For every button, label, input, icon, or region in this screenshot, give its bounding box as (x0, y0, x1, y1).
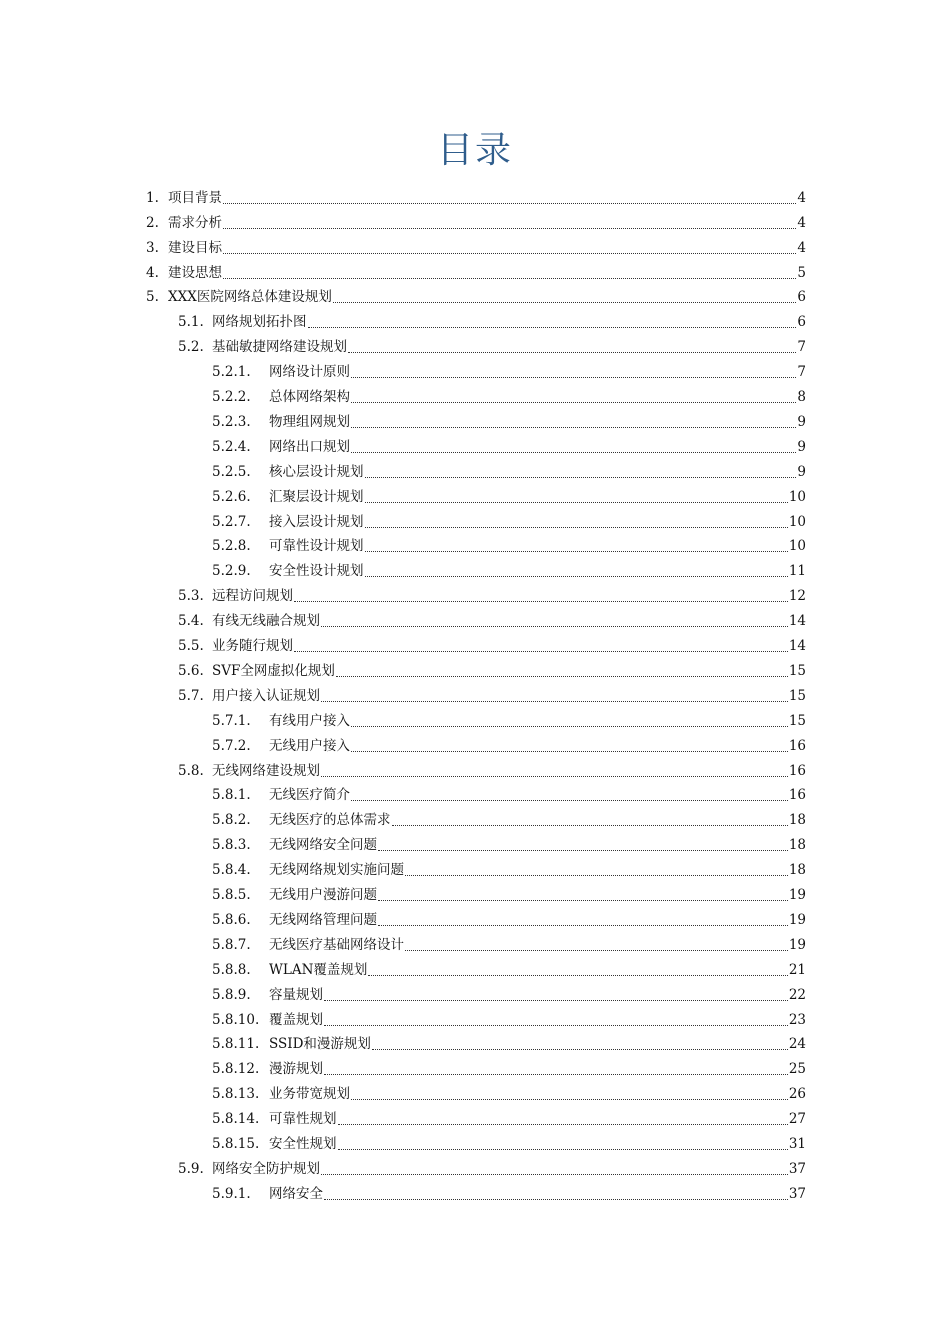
toc-entry[interactable] (212, 1029, 806, 1054)
toc-entry-label: 用户接入认证规划 (212, 687, 320, 704)
toc-entry-number: 5.2.3. (212, 413, 251, 430)
toc-entry[interactable] (212, 531, 806, 556)
toc-entry[interactable] (212, 929, 806, 954)
toc-entry-label: 无线网络安全问题 (269, 837, 377, 854)
toc-entry-page-number: 8 (797, 389, 806, 406)
toc-dot-leader (351, 1097, 788, 1100)
toc-entry-number: 5.2.9. (212, 563, 251, 580)
toc-entry-page-number: 18 (788, 837, 806, 854)
toc-entry-label: 容量规划 (269, 986, 323, 1003)
toc-dot-leader (324, 998, 788, 1001)
toc-dot-leader (365, 525, 788, 528)
toc-dot-leader (308, 325, 797, 328)
toc-entry-label: 无线医疗基础网络设计 (269, 936, 404, 953)
toc-entry-number: 5.8.5. (212, 887, 251, 904)
toc-entry[interactable] (212, 506, 806, 531)
toc-entry-label: 建设思想 (168, 264, 222, 281)
toc-dot-leader (372, 1047, 788, 1050)
toc-dot-leader (365, 475, 797, 478)
toc-entry-page-number: 18 (788, 812, 806, 829)
toc-dot-leader (223, 276, 796, 279)
toc-entry[interactable] (212, 1078, 806, 1103)
toc-entry-number: 5.9. (178, 1160, 204, 1177)
toc-entry-page-number: 9 (797, 413, 806, 430)
toc-entry-page-number: 37 (788, 1160, 806, 1177)
toc-entry[interactable] (212, 481, 806, 506)
toc-entry-number: 5.2.1. (212, 364, 251, 381)
toc-dot-leader (351, 724, 788, 727)
toc-entry-label: 网络安全 (269, 1185, 323, 1202)
toc-entry[interactable] (212, 1004, 806, 1029)
toc-entry-page-number: 5 (797, 264, 806, 281)
toc-entry[interactable] (212, 904, 806, 929)
toc-entry[interactable] (178, 307, 806, 332)
toc-entry[interactable] (212, 456, 806, 481)
toc-dot-leader (348, 350, 796, 353)
toc-entry[interactable] (212, 1128, 806, 1153)
toc-entry[interactable] (178, 580, 806, 605)
toc-entry[interactable] (146, 257, 806, 282)
toc-entry-number: 5.2.5. (212, 463, 251, 480)
toc-dot-leader (321, 1172, 788, 1175)
toc-entry-number: 5.8.9. (212, 986, 251, 1003)
toc-entry-number: 5.2.6. (212, 488, 251, 505)
toc-entry-page-number: 18 (788, 862, 806, 879)
toc-entry-label: 无线网络规划实施问题 (269, 862, 404, 879)
toc-entry-label: 接入层设计规划 (269, 513, 364, 530)
toc-entry-label: 网络安全防护规划 (212, 1160, 320, 1177)
toc-dot-leader (365, 574, 788, 577)
toc-entry[interactable] (212, 556, 806, 581)
toc-dot-leader (351, 450, 796, 453)
toc-entry-label: 安全性设计规划 (269, 563, 364, 580)
toc-entry[interactable] (212, 1054, 806, 1079)
toc-entry-page-number: 10 (788, 488, 806, 505)
toc-entry-number: 5.2.8. (212, 538, 251, 555)
toc-entry-number: 5.4. (178, 613, 204, 630)
toc-entry-label: 有线无线融合规划 (212, 613, 320, 630)
toc-entry-page-number: 22 (788, 986, 806, 1003)
toc-entry-label: 需求分析 (168, 214, 222, 231)
toc-entry-page-number: 19 (788, 936, 806, 953)
toc-entry-number: 5.8.10. (212, 1011, 260, 1028)
toc-entry-number: 5.8.11. (212, 1036, 260, 1053)
toc-entry-page-number: 10 (788, 538, 806, 555)
toc-entry-label: 基础敏捷网络建设规划 (212, 339, 347, 356)
toc-entry-page-number: 15 (788, 712, 806, 729)
toc-entry[interactable] (212, 879, 806, 904)
toc-entry-number: 4. (146, 264, 159, 281)
toc-entry-number: 5.8.6. (212, 911, 251, 928)
toc-entry[interactable] (146, 207, 806, 232)
toc-entry-label: 无线用户漫游问题 (269, 887, 377, 904)
toc-entry-label: 无线用户接入 (269, 737, 350, 754)
toc-entry[interactable] (212, 954, 806, 979)
toc-entry[interactable] (212, 356, 806, 381)
toc-entry-number: 5.8.12. (212, 1061, 260, 1078)
toc-entry-number: 5.8.15. (212, 1136, 260, 1153)
toc-entry-page-number: 21 (788, 961, 806, 978)
toc-dot-leader (405, 948, 788, 951)
toc-dot-leader (351, 400, 796, 403)
toc-entry-page-number: 14 (788, 613, 806, 630)
toc-entry[interactable] (212, 829, 806, 854)
toc-dot-leader (223, 201, 796, 204)
toc-entry[interactable] (178, 680, 806, 705)
toc-entry[interactable] (212, 780, 806, 805)
toc-dot-leader (338, 1147, 788, 1150)
toc-entry-label: WLAN覆盖规划 (269, 961, 368, 978)
toc-title: 目录 (436, 130, 513, 171)
toc-entry[interactable] (178, 630, 806, 655)
toc-entry-number: 5.5. (178, 638, 204, 655)
toc-entry-label: 安全性规划 (269, 1136, 337, 1153)
toc-entry-page-number: 7 (797, 339, 806, 356)
toc-entry[interactable] (212, 979, 806, 1004)
toc-dot-leader (294, 649, 788, 652)
toc-entry[interactable] (146, 182, 806, 207)
toc-entry-page-number: 16 (788, 737, 806, 754)
toc-entry-number: 5.8. (178, 762, 204, 779)
toc-dot-leader (351, 425, 796, 428)
toc-entry-number: 5.7.2. (212, 737, 251, 754)
toc-dot-leader (378, 923, 788, 926)
toc-entry-number: 5.8.4. (212, 862, 251, 879)
toc-entry-number: 5.1. (178, 314, 204, 331)
toc-entry[interactable] (212, 705, 806, 730)
toc-entry-page-number: 25 (788, 1061, 806, 1078)
toc-entry-page-number: 11 (788, 563, 806, 580)
toc-entry-number: 5.7. (178, 687, 204, 704)
toc-entry-number: 5.8.1. (212, 787, 251, 804)
toc-entry-page-number: 15 (788, 687, 806, 704)
toc-dot-leader (324, 1072, 788, 1075)
toc-entry-label: 项目背景 (168, 189, 222, 206)
toc-entry-label: 汇聚层设计规划 (269, 488, 364, 505)
toc-entry-page-number: 7 (797, 364, 806, 381)
toc-entry-page-number: 37 (788, 1185, 806, 1202)
toc-entry-page-number: 23 (788, 1011, 806, 1028)
toc-entry-number: 5.2.7. (212, 513, 251, 530)
toc-entry-page-number: 15 (788, 662, 806, 679)
toc-entry-number: 5.8.3. (212, 837, 251, 854)
toc-dot-leader (351, 798, 788, 801)
toc-entry-label: 总体网络架构 (269, 389, 350, 406)
toc-entry-label: 无线医疗简介 (269, 787, 350, 804)
toc-entry-label: 网络设计原则 (269, 364, 350, 381)
toc-entry[interactable] (212, 1103, 806, 1128)
toc-entry-label: 可靠性规划 (269, 1111, 337, 1128)
toc-entry-page-number: 24 (788, 1036, 806, 1053)
toc-entry[interactable] (212, 854, 806, 879)
toc-entry-label: 有线用户接入 (269, 712, 350, 729)
toc-dot-leader (321, 624, 788, 627)
toc-dot-leader (351, 749, 788, 752)
toc-entry-label: SVF全网虚拟化规划 (212, 662, 335, 679)
toc-entry-number: 5.2.4. (212, 438, 251, 455)
toc-entry-page-number: 4 (797, 214, 806, 231)
toc-entry-page-number: 16 (788, 762, 806, 779)
toc-dot-leader (321, 774, 788, 777)
toc-entry-number: 5.8.2. (212, 812, 251, 829)
toc-dot-leader (336, 674, 788, 677)
toc-entry-page-number: 10 (788, 513, 806, 530)
toc-entry-number: 3. (146, 239, 159, 256)
toc-dot-leader (324, 1197, 788, 1200)
toc-dot-leader (365, 549, 788, 552)
toc-entry[interactable] (212, 730, 806, 755)
toc-entry[interactable] (178, 1153, 806, 1178)
toc-entry-label: 物理组网规划 (269, 413, 350, 430)
toc-dot-leader (338, 1122, 788, 1125)
toc-entry[interactable] (178, 605, 806, 630)
toc-entry[interactable] (178, 755, 806, 780)
toc-entry-page-number: 4 (797, 239, 806, 256)
toc-entry-label: SSID和漫游规划 (269, 1036, 371, 1053)
toc-entry-page-number: 27 (788, 1111, 806, 1128)
toc-entry-number: 5.8.7. (212, 936, 251, 953)
toc-dot-leader (365, 500, 788, 503)
toc-entry-number: 5.2. (178, 339, 204, 356)
toc-entry[interactable] (212, 381, 806, 406)
toc-dot-leader (368, 973, 787, 976)
toc-entry-number: 5.8.14. (212, 1111, 260, 1128)
toc-entry-page-number: 6 (797, 289, 806, 306)
toc-dot-leader (321, 699, 788, 702)
toc-entry[interactable] (146, 232, 806, 257)
toc-dot-leader (378, 898, 788, 901)
toc-entry-label: 可靠性设计规划 (269, 538, 364, 555)
toc-entry-page-number: 9 (797, 438, 806, 455)
toc-entry[interactable] (146, 282, 806, 307)
toc-entry-page-number: 14 (788, 638, 806, 655)
toc-entry-label: 网络出口规划 (269, 438, 350, 455)
toc-dot-leader (294, 599, 788, 602)
toc-entry-page-number: 31 (788, 1136, 806, 1153)
toc-entry-number: 5.9.1. (212, 1185, 251, 1202)
toc-entry-label: 无线网络建设规划 (212, 762, 320, 779)
toc-entry-label: 远程访问规划 (212, 588, 293, 605)
toc-entry[interactable] (212, 1178, 806, 1203)
toc-entry-number: 5.3. (178, 588, 204, 605)
toc-entry-number: 5.8.8. (212, 961, 251, 978)
toc-entry-page-number: 26 (788, 1086, 806, 1103)
toc-entry-label: 业务随行规划 (212, 638, 293, 655)
toc-entry-number: 5. (146, 289, 159, 306)
toc-entry-page-number: 19 (788, 911, 806, 928)
toc-entry-page-number: 16 (788, 787, 806, 804)
toc-dot-leader (405, 873, 788, 876)
toc-entry-label: XXX医院网络总体建设规划 (168, 289, 332, 306)
toc-entry-page-number: 6 (797, 314, 806, 331)
toc-entry-page-number: 9 (797, 463, 806, 480)
toc-dot-leader (351, 375, 796, 378)
toc-entry-page-number: 12 (788, 588, 806, 605)
toc-entry-number: 5.6. (178, 662, 204, 679)
toc-entry-label: 无线网络管理问题 (269, 911, 377, 928)
toc-entry-label: 核心层设计规划 (269, 463, 364, 480)
toc-entry[interactable] (212, 805, 806, 830)
toc-dot-leader (324, 1023, 788, 1026)
toc-entry-label: 无线医疗的总体需求 (269, 812, 391, 829)
toc-dot-leader (378, 848, 788, 851)
toc-entry[interactable] (212, 431, 806, 456)
toc-entry-number: 5.2.2. (212, 389, 251, 406)
toc-entry-label: 建设目标 (168, 239, 222, 256)
toc-entry-label: 覆盖规划 (269, 1011, 323, 1028)
toc-entry-page-number: 4 (797, 189, 806, 206)
toc-entry-number: 5.7.1. (212, 712, 251, 729)
toc-dot-leader (392, 823, 788, 826)
toc-entry-number: 5.8.13. (212, 1086, 260, 1103)
toc-dot-leader (223, 226, 796, 229)
toc-dot-leader (223, 251, 796, 254)
toc-entry-page-number: 19 (788, 887, 806, 904)
toc-entry-number: 2. (146, 214, 159, 231)
toc-entry-label: 漫游规划 (269, 1061, 323, 1078)
toc-entry[interactable] (178, 331, 806, 356)
toc-entry[interactable] (178, 655, 806, 680)
toc-entry-label: 网络规划拓扑图 (212, 314, 307, 331)
toc-entry[interactable] (212, 406, 806, 431)
toc-dot-leader (333, 300, 797, 303)
toc-entry-number: 1. (146, 189, 159, 206)
toc-entry-label: 业务带宽规划 (269, 1086, 350, 1103)
